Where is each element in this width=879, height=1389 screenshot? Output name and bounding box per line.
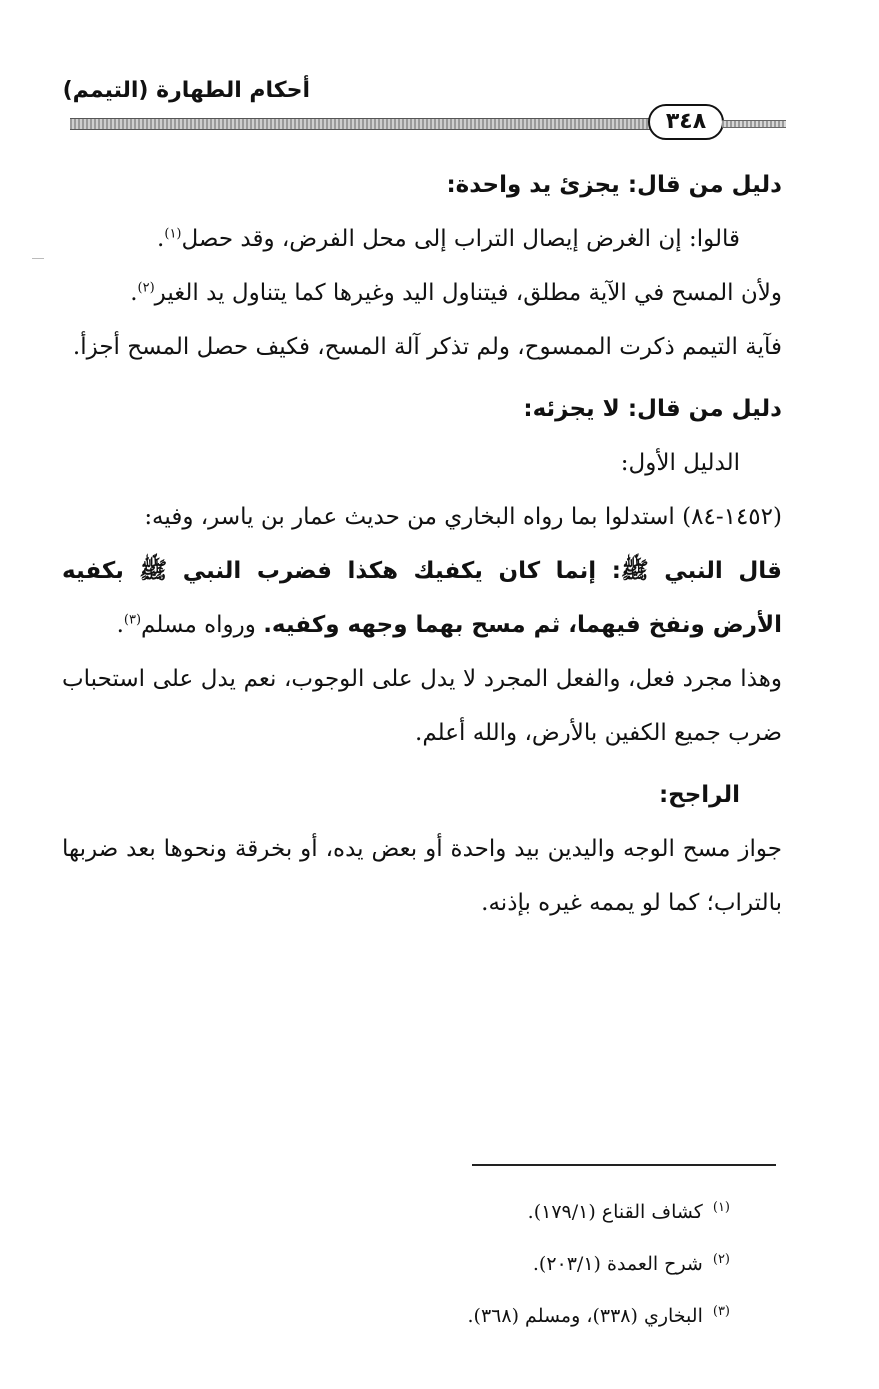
paragraph: [62, 266, 782, 320]
footnote-ref[interactable]: (١): [164, 226, 182, 242]
paragraph: [62, 436, 782, 490]
paragraph: [62, 652, 782, 760]
paragraph-end: .: [116, 612, 124, 638]
footnote-number: (٣): [712, 1304, 730, 1319]
section-heading-not-sufficient: [62, 382, 782, 436]
heading-text: يجزئ يد واحدة:: [446, 172, 628, 198]
hadith-text: إنما كان يكفيك هكذا فضرب النبي ﷺ بكفيه الأرض ونفخ فيهما، ثم مسح بهما وجهه وكفيه.: [62, 558, 782, 638]
paragraph-text: قالوا: إن الغرض إيصال التراب إلى محل الفرض، وقد حصل: [181, 226, 740, 252]
header-rule: [70, 118, 650, 130]
hadith-lead: قال النبي ﷺ:: [596, 558, 782, 584]
paragraph: [62, 212, 782, 266]
header-rule-right: [722, 120, 786, 128]
footnote-item: [300, 1186, 730, 1238]
footnote-text: البخاري (٣٣٨)، ومسلم (٣٦٨).: [467, 1305, 703, 1327]
paragraph-text: فآية التيمم ذكرت الممسوح، ولم تذكر آلة المسح، فكيف حصل المسح أجزأ.: [72, 334, 782, 360]
footnote-ref[interactable]: (٣): [123, 612, 142, 628]
hadith-paragraph: [62, 544, 782, 652]
heading-label: الراجح:: [658, 782, 740, 808]
margin-mark: [32, 258, 44, 259]
paragraph-text: ولأن المسح في الآية مطلق، فيتناول اليد وغيرها كما يتناول يد الغير: [154, 280, 782, 306]
paragraph: [62, 822, 782, 930]
footnote-separator: [472, 1164, 776, 1166]
footnote-ref[interactable]: (٢): [137, 280, 155, 296]
footnotes: [300, 1186, 730, 1342]
footnote-number: (٢): [712, 1252, 730, 1267]
paragraph-end: .: [157, 226, 165, 252]
main-text: [62, 158, 782, 930]
footnote-text: شرح العمدة (٢٠٣/١).: [532, 1253, 703, 1275]
section-heading-preferred: [62, 768, 782, 822]
page-number: ٣٤٨: [648, 104, 724, 140]
running-title: أحكام الطهارة (التيمم): [62, 78, 310, 103]
paragraph-text: جواز مسح الوجه واليدين بيد واحدة أو بعض يده، أو بخرقة ونحوها بعد ضربها بالتراب؛ كما لو يممه غيره بإذنه.: [62, 836, 782, 916]
paragraph-end: .: [130, 280, 138, 306]
paragraph: [62, 320, 782, 374]
page-header: [62, 72, 786, 142]
heading-label: دليل من قال:: [627, 396, 782, 422]
heading-text: لا يجزئه:: [523, 396, 628, 422]
footnote-text: كشاف القناع (١٧٩/١).: [527, 1201, 703, 1223]
paragraph-text: (١٤٥٢-٨٤) استدلوا بما رواه البخاري من حديث عمار بن ياسر، وفيه:: [144, 504, 782, 530]
footnote-item: [300, 1238, 730, 1290]
heading-label: دليل من قال:: [627, 172, 782, 198]
section-heading-one-hand: [62, 158, 782, 212]
paragraph-text: الدليل الأول:: [620, 450, 740, 476]
paragraph: [62, 490, 782, 544]
footnote-item: [300, 1290, 730, 1342]
hadith-source: ورواه مسلم: [141, 612, 264, 638]
paragraph-text: وهذا مجرد فعل، والفعل المجرد لا يدل على الوجوب، نعم يدل على استحباب ضرب جميع الكفين بالأرض، والله أعلم.: [62, 666, 782, 746]
footnote-number: (١): [712, 1200, 730, 1215]
